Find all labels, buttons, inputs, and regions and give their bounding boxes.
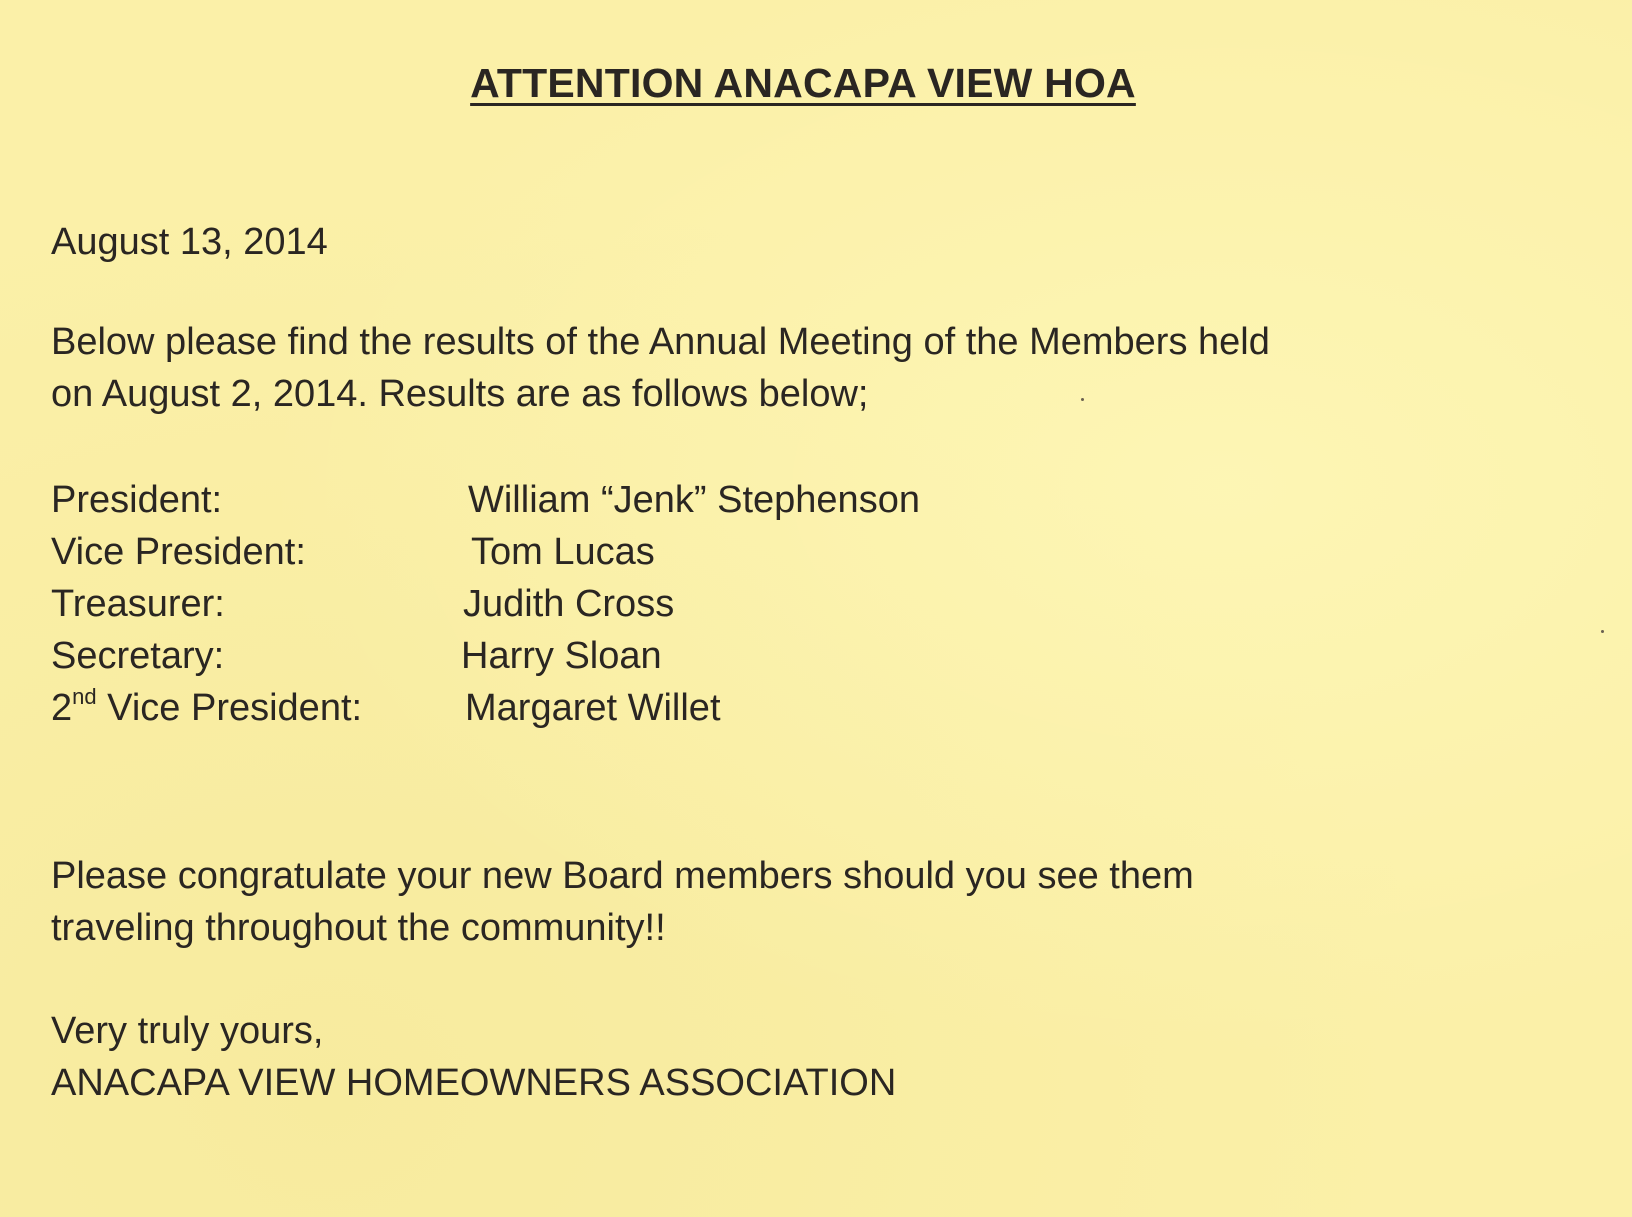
officer-title [51,526,467,578]
officer-name: Judith Cross [463,583,675,625]
officer-title-text: Vice President: [51,531,306,573]
officer-title [51,578,467,630]
officer-title-text: Secretary: [51,635,225,677]
officer-title-number: 2 [51,687,73,729]
officer-title [51,682,467,734]
intro-line-2: on August 2, 2014. Results are as follows below; [51,373,869,415]
document-title [0,60,1606,107]
officer-row-second-vice-president [51,682,920,734]
officer-title-ordinal: nd [72,684,97,709]
letter-closing [51,1005,896,1109]
intro-line-1: Below please find the results of the Annual Meeting of the Members held [51,321,1270,363]
letter-date: August 13, 2014 [51,221,328,263]
officer-row-secretary [51,630,920,682]
officer-title-text: President: [51,479,223,521]
paper-speck [1081,398,1084,401]
officer-title-text: Vice President: [96,687,363,729]
officers-list [51,474,920,734]
congratulations-paragraph [51,850,1194,954]
officer-name: Tom Lucas [471,531,655,573]
officer-name: Harry Sloan [461,635,662,677]
officer-title [51,474,467,526]
officer-name: William “Jenk” Stephenson [468,479,920,521]
officer-title-text: Treasurer: [51,583,225,625]
officer-title [51,630,467,682]
closing-signature: ANACAPA VIEW HOMEOWNERS ASSOCIATION [51,1062,897,1104]
intro-paragraph [51,316,1270,420]
closing-salutation: Very truly yours, [51,1010,324,1052]
officer-row-vice-president [51,526,920,578]
officer-row-treasurer [51,578,920,630]
paper-speck [1601,630,1604,633]
officer-name: Margaret Willet [465,687,721,729]
congrats-line-1: Please congratulate your new Board members should you see them [51,855,1194,897]
congrats-line-2: traveling throughout the community!! [51,907,666,949]
officer-row-president [51,474,920,526]
title-text: ATTENTION ANACAPA VIEW HOA [470,60,1136,106]
